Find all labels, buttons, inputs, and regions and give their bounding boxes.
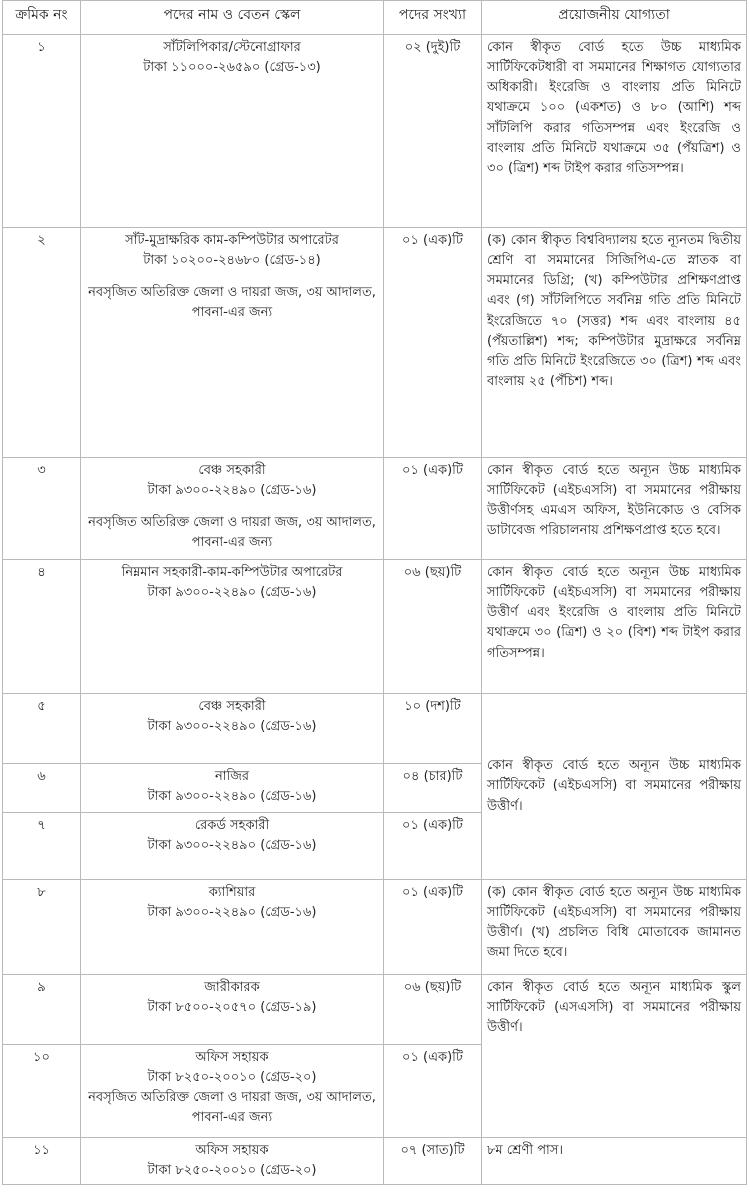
post-note: নবসৃজিত অতিরিক্ত জেলা ও দায়রা জজ, ৩য় আদালত, পাবনা-এর জন্য xyxy=(88,515,376,551)
post-cell xyxy=(81,1138,384,1185)
pay-scale: টাকা ৯৩০০-২২৪৯০ (গ্রেড-১৬) xyxy=(147,905,317,921)
job-vacancy-table xyxy=(2,0,747,1185)
count-cell: ১০ (দশ)টি xyxy=(384,694,482,764)
header-post: পদের নাম ও বেতন স্কেল xyxy=(81,1,384,35)
pay-scale: টাকা ১০২০০-২৪৬৮০ (গ্রেড-১৪) xyxy=(143,253,321,269)
count-cell: ০১ (এক)টি xyxy=(384,228,482,458)
post-cell xyxy=(81,694,384,764)
serial-cell: ১১ xyxy=(3,1138,81,1185)
serial-cell: ৩ xyxy=(3,458,81,560)
qualification-cell: কোন স্বীকৃত বোর্ড হতে উচ্চ মাধ্যমিক সার্টিফিকেটধারী বা সমমানের শিক্ষাগত যোগ্যতার অধিকারী। ইংরেজি ও বাংলায় প্রতি মিনিটে যথাক্রমে ১০০ (একশত) ও ৮০ (আশি) শব্দ সাঁটলিপি করার গতিসম্পন্ন এবং ইংরেজি ও বাংলায় প্রতি মিনিটে যথাক্রমে ৩৫ (পঁয়ত্রিশ) ও ৩০ (ত্রিশ) শব্দ টাইপ করার গতিসম্পন্ন। xyxy=(482,35,747,228)
count-cell: ০১ (এক)টি xyxy=(384,1045,482,1138)
table-row xyxy=(3,880,747,975)
table-row xyxy=(3,1138,747,1185)
qualification-cell: কোন স্বীকৃত বোর্ড হতে অন্যূন উচ্চ মাধ্যমিক সার্টিফিকেট (এইচএসসি) বা সমমানের পরীক্ষায় উত্তীর্ণসহ এমএস অফিস, ইউনিকোড ও বেসিক ডাটাবেজ পরিচালনায় প্রশিক্ষণপ্রাপ্ত হতে হবে। xyxy=(482,458,747,560)
pay-scale: টাকা ৯৩০০-২২৪৯০ (গ্রেড-১৬) xyxy=(147,585,317,601)
post-name: নাজির xyxy=(214,769,250,784)
serial-cell: ১০ xyxy=(3,1045,81,1138)
post-cell xyxy=(81,813,384,880)
serial-cell: ৮ xyxy=(3,880,81,975)
post-name: জারীকারক xyxy=(204,980,260,995)
serial-cell: ৬ xyxy=(3,764,81,813)
post-name: নিম্নমান সহকারী-কাম-কম্পিউটার অপারেটর xyxy=(121,565,343,580)
serial-cell: ৭ xyxy=(3,813,81,880)
post-name: বেঞ্চ সহকারী xyxy=(198,463,266,478)
pay-scale: টাকা ৮৫০০-২০৫৭০ (গ্রেড-১৯) xyxy=(147,1000,317,1016)
qualification-cell-shared: কোন স্বীকৃত বোর্ড হতে অন্যূন উচ্চ মাধ্যমিক সার্টিফিকেট (এইচএসসি) বা সমমানের পরীক্ষায় উত্তীর্ণ। xyxy=(482,694,747,880)
pay-scale: টাকা ৯৩০০-২২৪৯০ (গ্রেড-১৬) xyxy=(147,838,317,854)
post-cell xyxy=(81,975,384,1045)
count-cell: ০২ (দুই)টি xyxy=(384,35,482,228)
pay-scale: টাকা ৯৩০০-২২৪৯০ (গ্রেড-১৬) xyxy=(147,483,317,499)
post-name: সাঁট-মুদ্রাক্ষরিক কাম-কম্পিউটার অপারেটর xyxy=(125,233,339,248)
table-row xyxy=(3,228,747,458)
post-name: রেকর্ড সহকারী xyxy=(194,818,270,833)
pay-scale: টাকা ৮২৫০-২০০১০ (গ্রেড-২০) xyxy=(147,1070,317,1086)
post-name: অফিস সহায়ক xyxy=(195,1143,269,1158)
table-row xyxy=(3,975,747,1045)
table-row xyxy=(3,35,747,228)
table-row xyxy=(3,560,747,694)
qualification-cell-shared: কোন স্বীকৃত বোর্ড হতে অন্যূন মাধ্যমিক স্কুল সার্টিফিকেট (এসএসসি) বা সমমানের পরীক্ষায় উত্তীর্ণ। xyxy=(482,975,747,1138)
pay-scale: টাকা ৯৩০০-২২৪৯০ (গ্রেড-১৬) xyxy=(147,719,317,735)
post-cell xyxy=(81,764,384,813)
pay-scale: টাকা ৮২৫০-২০০১০ (গ্রেড-২০) xyxy=(147,1163,317,1179)
post-note: নবসৃজিত অতিরিক্ত জেলা ও দায়রা জজ, ৩য় আদালত, পাবনা-এর জন্য xyxy=(88,1090,376,1126)
post-cell xyxy=(81,560,384,694)
post-cell xyxy=(81,458,384,560)
post-name: সাঁটলিপিকার/স্টেনোগ্রাফার xyxy=(163,40,301,55)
post-cell xyxy=(81,35,384,228)
qualification-cell: কোন স্বীকৃত বোর্ড হতে অন্যূন উচ্চ মাধ্যমিক সার্টিফিকেট (এইচএসসি) বা সমমানের পরীক্ষায় উত্তীর্ণ এবং ইংরেজি ও বাংলায় প্রতি মিনিটে যথাক্রমে ৩০ (ত্রিশ) ও ২০ (বিশ) শব্দ টাইপ করার গতিসম্পন্ন। xyxy=(482,560,747,694)
table-header-row xyxy=(3,1,747,35)
count-cell: ০৬ (ছয়)টি xyxy=(384,560,482,694)
post-name: অফিস সহায়ক xyxy=(195,1050,269,1065)
serial-cell: ১ xyxy=(3,35,81,228)
serial-cell: ৪ xyxy=(3,560,81,694)
header-count: পদের সংখ্যা xyxy=(384,1,482,35)
header-serial: ক্রমিক নং xyxy=(3,1,81,35)
post-name: ক্যাশিয়ার xyxy=(208,885,256,900)
count-cell: ০১ (এক)টি xyxy=(384,458,482,560)
post-cell xyxy=(81,880,384,975)
serial-cell: ৯ xyxy=(3,975,81,1045)
serial-cell: ২ xyxy=(3,228,81,458)
qualification-cell: (ক) কোন স্বীকৃত বোর্ড হতে অন্যূন উচ্চ মাধ্যমিক সার্টিফিকেট (এইচএসসি) বা সমমানের পরীক্ষায় উত্তীর্ণ। (খ) প্রচলিত বিধি মোতাবেক জামানত জমা দিতে হবে। xyxy=(482,880,747,975)
qualification-cell: ৮ম শ্রেণী পাস। xyxy=(482,1138,747,1185)
count-cell: ০৪ (চার)টি xyxy=(384,764,482,813)
pay-scale: টাকা ৯৩০০-২২৪৯০ (গ্রেড-১৬) xyxy=(147,789,317,805)
header-qualification: প্রয়োজনীয় যোগ্যতা xyxy=(482,1,747,35)
count-cell: ০১ (এক)টি xyxy=(384,880,482,975)
count-cell: ০১ (এক)টি xyxy=(384,813,482,880)
post-cell xyxy=(81,228,384,458)
pay-scale: টাকা ১১০০০-২৬৫৯০ (গ্রেড-১৩) xyxy=(143,60,321,76)
count-cell: ০৭ (সাত)টি xyxy=(384,1138,482,1185)
qualification-cell: (ক) কোন স্বীকৃত বিশ্ববিদ্যালয় হতে ন্যূনতম দ্বিতীয় শ্রেণি বা সমমানের সিজিপিএ-তে স্নাতক বা সমমানের ডিগ্রি; (খ) কম্পিউটার প্রশিক্ষণপ্রাপ্ত এবং (গ) সাঁটলিপিতে সর্বনিম্ন গতি প্রতি মিনিটে ইংরেজিতে ৭০ (সত্তর) শব্দ এবং বাংলায় ৪৫ (পঁয়তাল্লিশ) শব্দ; কম্পিউটার মুদ্রাক্ষরে সর্বনিম্ন গতি প্রতি মিনিটে ইংরেজিতে ৩০ (ত্রিশ) শব্দ এবং বাংলায় ২৫ (পঁচিশ) শব্দ। xyxy=(482,228,747,458)
post-note: নবসৃজিত অতিরিক্ত জেলা ও দায়রা জজ, ৩য় আদালত, পাবনা-এর জন্য xyxy=(88,285,376,321)
table-row xyxy=(3,458,747,560)
post-name: বেঞ্চ সহকারী xyxy=(198,699,266,714)
count-cell: ০৬ (ছয়)টি xyxy=(384,975,482,1045)
serial-cell: ৫ xyxy=(3,694,81,764)
post-cell xyxy=(81,1045,384,1138)
table-row xyxy=(3,694,747,764)
